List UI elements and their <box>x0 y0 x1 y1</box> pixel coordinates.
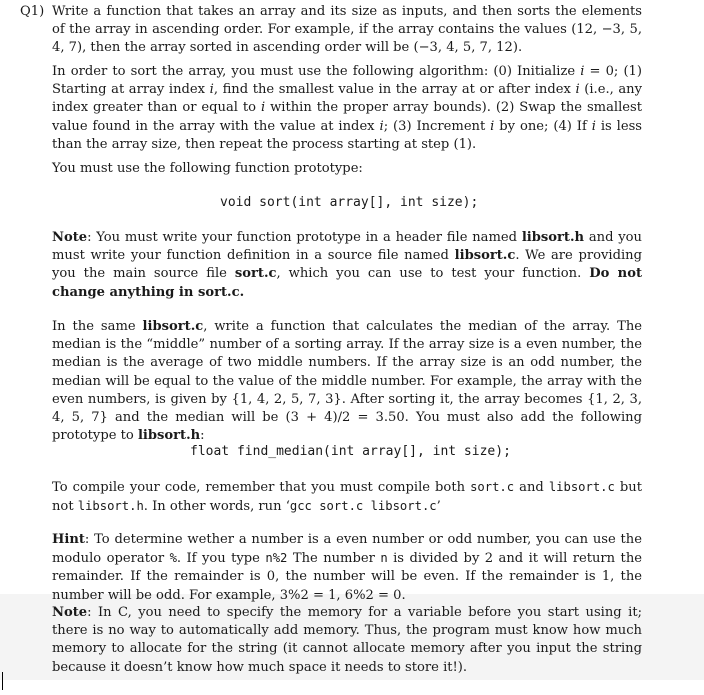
question-label: Q1) <box>20 4 45 19</box>
sort-prototype-code: void sort(int array[], int size); <box>220 195 479 210</box>
prototype-intro: You must use the following function prototype: <box>52 161 363 176</box>
note-paragraph-1: Note: You must write your function prototype in a header file named libsort.h and you must write your function definition in a source file named libsort.c. We are providing you the main source file sort.c, which you can use to test your function. Do not change anything in sort.c. <box>52 230 642 300</box>
note-paragraph-2: Note: In C, you need to specify the memory for a variable before you start using it; there is no way to automatically add memory. Thus, the program must know how much memory to allocate for the string (it cannot allocate memory after you input the string because it doesn’t know how much space it needs to store it!). <box>52 605 642 675</box>
median-paragraph: In the same libsort.c, write a function that calculates the median of the array. The median is the “middle” number of a sorting array. If the array size is a even number, the median is the average of two middle numbers. If the array size is an odd number, the median will be equal to the value of the middle number. For example, the array with the even numbers, is given by {1, 4, 2, 5, 7, 3}. After sorting it, the array becomes {1, 2, 3, 4, 5, 7} and the median will be (3 + 4)/2 = 3.50. You must also add the following prototype to libsort.h: <box>52 319 642 444</box>
algorithm-paragraph: In order to sort the array, you must use the following algorithm: (0) Initialize i = 0; (1) Starting at array index i, find the smallest value in the array at or after index i (i.e., any index greater than or equal to i within the proper array bounds). (2) Swap the smallest value found in the array with the value at index i; (3) Increment i by one; (4) If i is less than the array size, then repeat the process starting at step (1). <box>52 64 643 152</box>
margin-mark <box>2 672 3 690</box>
intro-paragraph: Write a function that takes an array and its size as inputs, and then sorts the elements of the array in ascending order. For example, if the array contains the values (12, −3, 5, 4, 7), then the array sorted in ascending order will be (−3, 4, 5, 7, 12). <box>52 4 642 56</box>
hint-paragraph: Hint: To determine wether a number is a even number or odd number, you can use the modulo operator %. If you type n%2 The number n is divided by 2 and it will return the remainder. If the remainder is 0, the number will be even. If the remainder is 1, the number will be odd. For example, 3%2 = 1, 6%2 = 0. <box>52 532 643 603</box>
compile-paragraph: To compile your code, remember that you must compile both sort.c and libsort.c but not libsort.h. In other words, run ‘gcc sort.c libsort.c’ <box>52 480 642 515</box>
median-prototype-code: float find_median(int array[], int size); <box>190 444 511 459</box>
